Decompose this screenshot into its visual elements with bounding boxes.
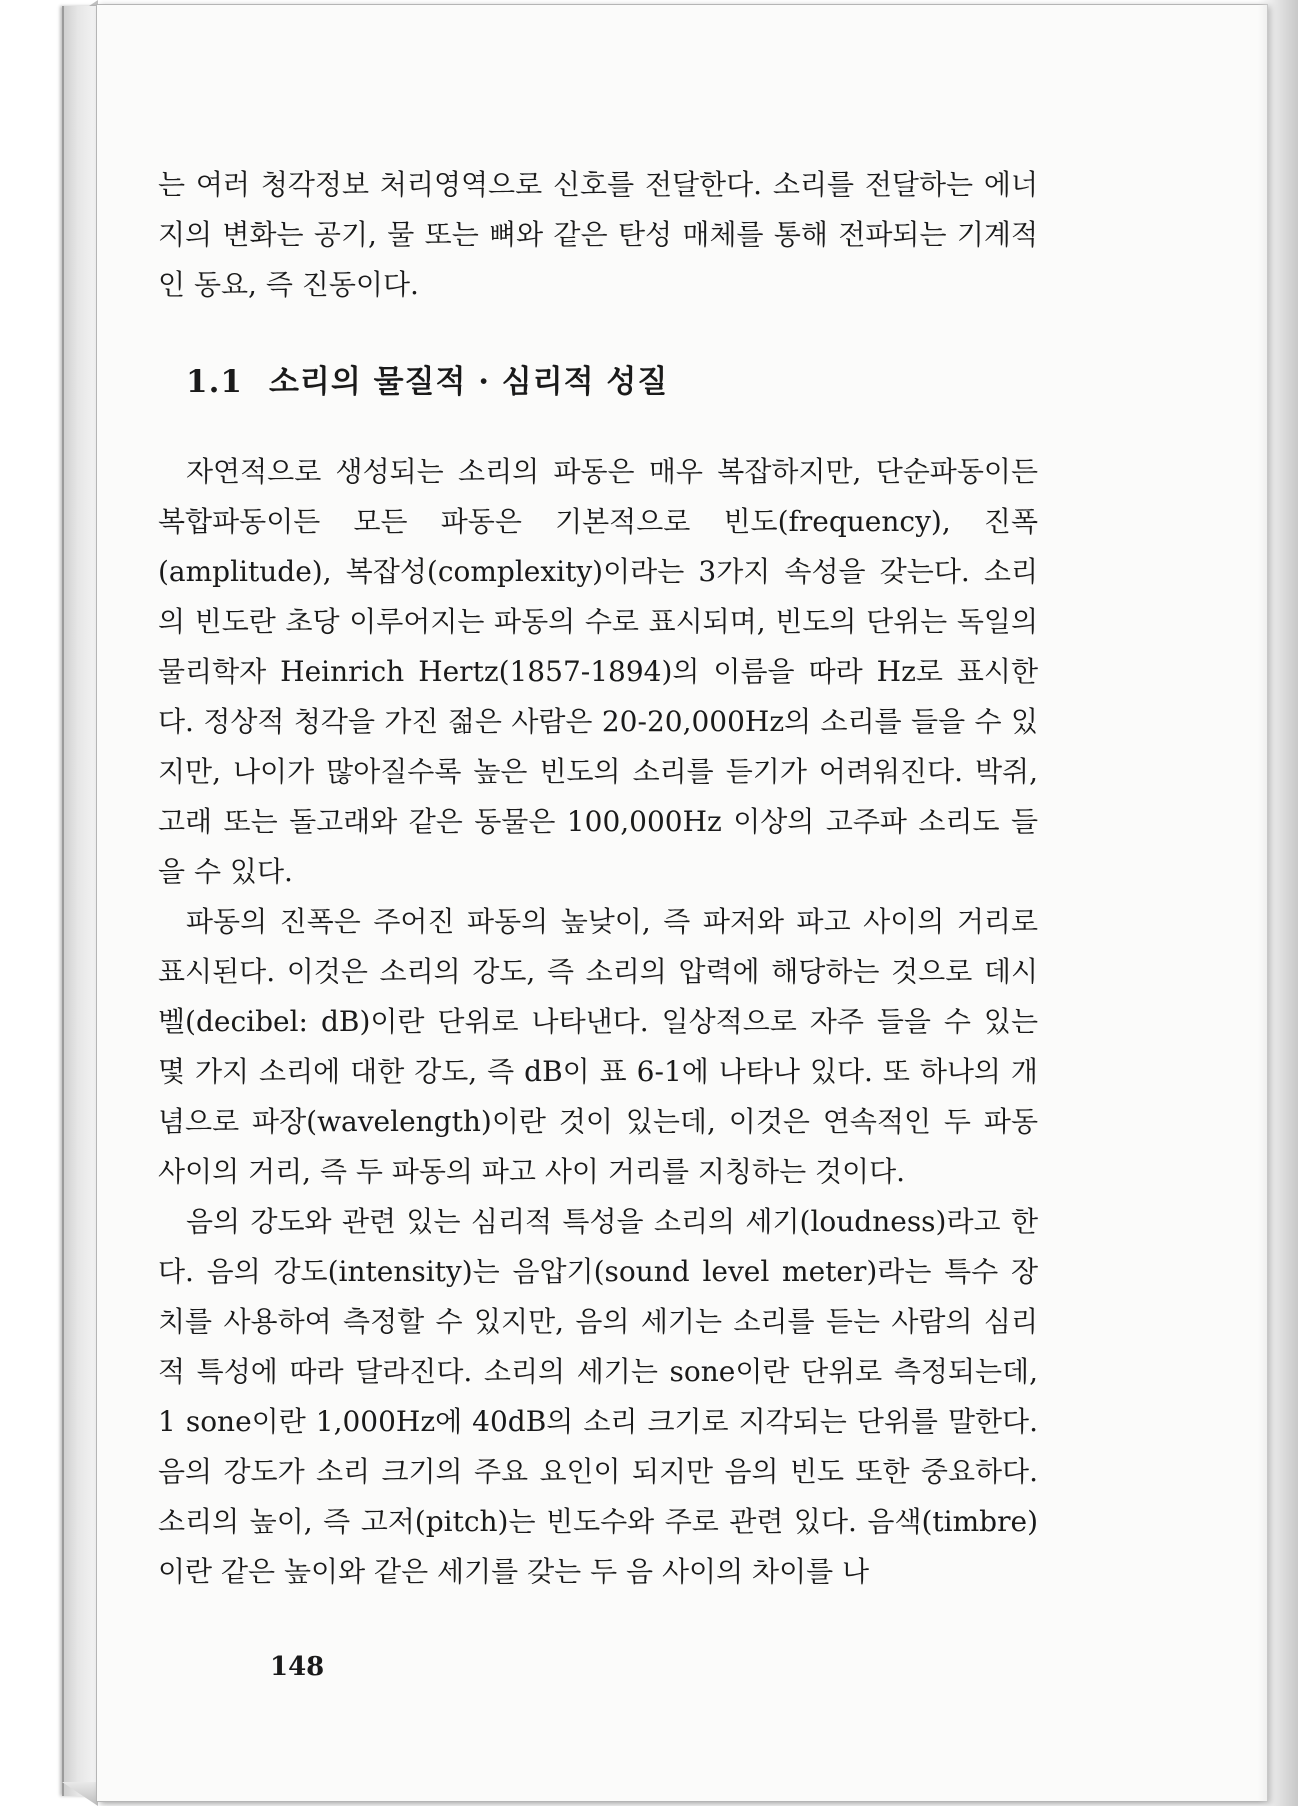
section-title: 소리의 물질적 · 심리적 성질 xyxy=(268,364,669,400)
section-heading xyxy=(186,356,1038,401)
right-page-shadow xyxy=(1258,0,1298,1806)
page-stack-edge xyxy=(62,6,98,1796)
section-number: 1.1 xyxy=(186,364,243,400)
body-paragraph-frequency: 자연적으로 생성되는 소리의 파동은 매우 복잡하지만, 단순파동이든 복합파동이든 모든 파동은 기본적으로 빈도(frequency), 진폭(amplitude), 복잡성(complexity)이라는 3가지 속성을 갖는다. 소리의 빈도란 초당 이루어지는 파동의 수로 표시되며, 빈도의 단위는 독일의 물리학자 Heinrich Hertz(1857-1894)의 이름을 따라 Hz로 표시한다. 정상적 청각을 가진 젊은 사람은 20-20,000Hz의 소리를 들을 수 있지만, 나이가 많아질수록 높은 빈도의 소리를 듣기가 어려워진다. 박쥐, 고래 또는 돌고래와 같은 동물은 100,000Hz 이상의 고주파 소리도 들을 수 있다. xyxy=(158,455,1038,888)
page-number: 148 xyxy=(270,1652,325,1682)
intro-paragraph: 는 여러 청각정보 처리영역으로 신호를 전달한다. 소리를 전달하는 에너지의 변화는 공기, 물 또는 뼈와 같은 탄성 매체를 통해 전파되는 기계적인 동요, 즉 진동이다. xyxy=(158,168,1038,301)
body-paragraph-loudness: 음의 강도와 관련 있는 심리적 특성을 소리의 세기(loudness)라고 한다. 음의 강도(intensity)는 음압기(sound level meter)라는 특수 장치를 사용하여 측정할 수 있지만, 음의 세기는 소리를 듣는 사람의 심리적 특성에 따라 달라진다. 소리의 세기는 sone이란 단위로 측정되는데, 1 sone이란 1,000Hz에 40dB의 소리 크기로 지각되는 단위를 말한다. 음의 강도가 소리 크기의 주요 요인이 되지만 음의 빈도 또한 중요하다. 소리의 높이, 즉 고저(pitch)는 빈도수와 주로 관련 있다. 음색(timbre)이란 같은 높이와 같은 세기를 갖는 두 음 사이의 차이를 나 xyxy=(158,1205,1038,1588)
body-paragraph-amplitude: 파동의 진폭은 주어진 파동의 높낮이, 즉 파저와 파고 사이의 거리로 표시된다. 이것은 소리의 강도, 즉 소리의 압력에 해당하는 것으로 데시벨(decibel: dB)이란 단위로 나타낸다. 일상적으로 자주 들을 수 있는 몇 가지 소리에 대한 강도, 즉 dB이 표 6-1에 나타나 있다. 또 하나의 개념으로 파장(wavelength)이란 것이 있는데, 이것은 연속적인 두 파동 사이의 거리, 즉 두 파동의 파고 사이 거리를 지칭하는 것이다. xyxy=(158,905,1038,1188)
page-body xyxy=(158,160,1038,1597)
